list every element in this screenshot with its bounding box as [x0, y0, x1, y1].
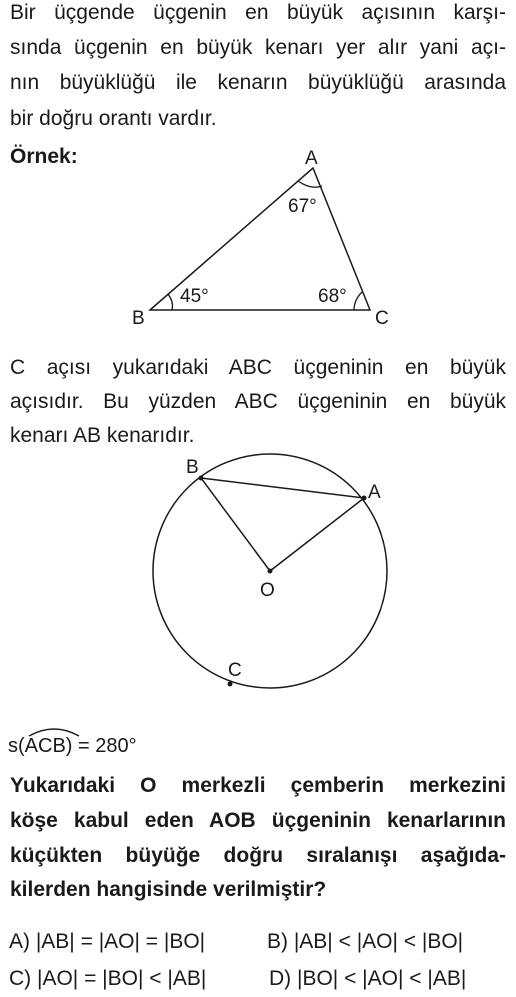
intro-line-1: Bir üçgende üçgenin en büyük açısının karşı-	[10, 1, 506, 24]
option-b[interactable]: B) |AB| < |AO| < |BO|	[267, 930, 464, 953]
intro-line-4: bir doğru orantı vardır.	[10, 107, 217, 130]
circle-label-a: A	[368, 482, 381, 503]
point-c	[228, 682, 233, 687]
point-o	[268, 569, 273, 574]
triangle-aob	[201, 478, 364, 571]
example-heading: Örnek:	[10, 145, 78, 168]
question-line-1: Yukarıdaki O merkezli çemberin merkezini	[10, 774, 506, 797]
arc-name: ACB	[24, 735, 66, 757]
arc-overline-icon	[27, 724, 83, 738]
option-d[interactable]: D) |BO| < |AO| < |AB|	[269, 967, 467, 990]
angle-label-a: 67°	[288, 196, 317, 217]
question-line-2: köşe kabul eden AOB üçgeninin kenarlarının	[10, 809, 506, 832]
option-c[interactable]: C) |AO| = |BO| < |AB|	[9, 967, 207, 990]
intro-line-3: nın büyüklüğü ile kenarın büyüklüğü arasında	[10, 71, 506, 94]
option-a[interactable]: A) |AB| = |AO| = |BO|	[9, 930, 206, 953]
intro-line-2: sında üçgenin en büyük kenarı yer alır yani açı-	[10, 36, 506, 59]
angle-arc-b	[168, 294, 173, 310]
angle-label-c: 68°	[318, 286, 347, 307]
arc-measure-prefix: s(	[8, 735, 25, 757]
point-a	[362, 496, 367, 501]
circle-label-o: O	[260, 580, 275, 601]
point-b	[199, 476, 204, 481]
angle-arc-c	[354, 292, 362, 310]
vertex-label-b: B	[132, 308, 145, 329]
arc-measure-suffix: ) = 280°	[65, 735, 137, 757]
vertex-label-a: A	[305, 148, 318, 169]
explanation-line-1: C açısı yukarıdaki ABC üçgeninin en büyük	[10, 356, 506, 379]
circle-label-c: C	[228, 660, 242, 681]
question-line-4: kilerden hangisinde verilmiştir?	[10, 878, 327, 901]
vertex-label-c: C	[375, 308, 389, 329]
angle-label-b: 45°	[180, 286, 209, 307]
question-line-3: küçükten büyüğe doğru sıralanışı aşağıda-	[10, 844, 506, 867]
explanation-line-2: açısıdır. Bu yüzden ABC üçgeninin en büyük	[10, 390, 506, 413]
circle-label-b: B	[186, 457, 199, 478]
explanation-line-3: kenarı AB kenarıdır.	[10, 424, 195, 447]
circle-figure	[0, 450, 516, 690]
triangle-figure	[0, 140, 516, 330]
